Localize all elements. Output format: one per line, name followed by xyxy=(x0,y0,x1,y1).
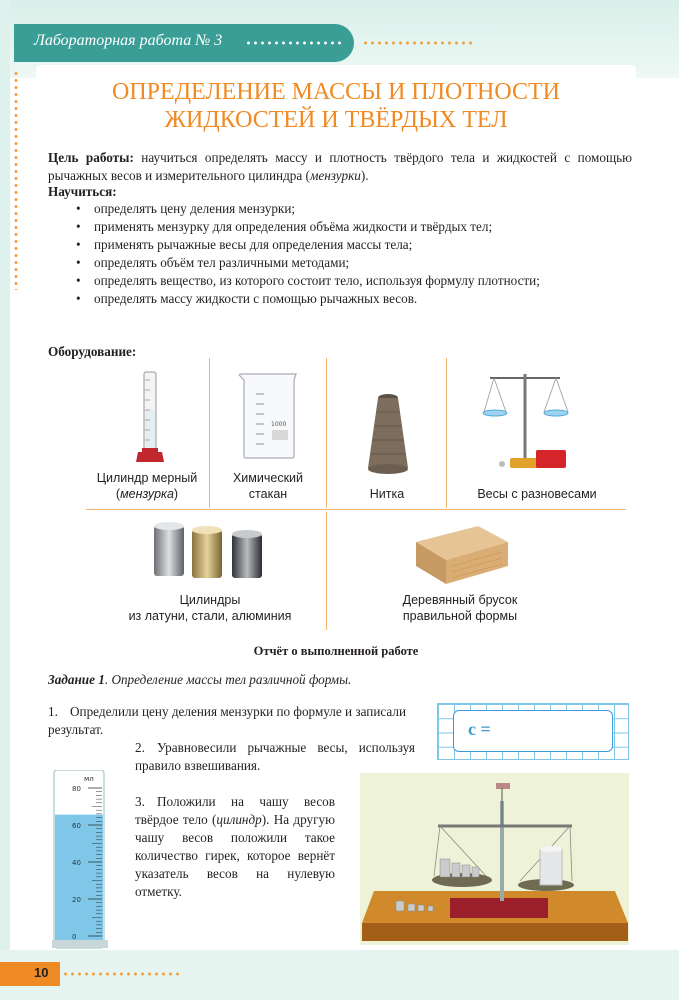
goal-text-italic: мензурки xyxy=(309,168,361,183)
caption-line: стакан xyxy=(248,487,288,501)
step-number: 1. xyxy=(48,704,58,719)
step-number: 3. xyxy=(135,794,145,809)
wooden-block-image xyxy=(412,522,512,586)
step-text: Уравновесили рычажные весы, используя правило взвешивания. xyxy=(135,740,415,773)
caption-line xyxy=(92,486,202,502)
left-margin-band xyxy=(0,0,10,1000)
liquid-level xyxy=(55,815,103,940)
learn-heading: Научиться: xyxy=(48,184,117,199)
caption-line: Химический xyxy=(232,471,304,485)
step-number: 2. xyxy=(135,740,145,755)
goal-text-end: ). xyxy=(360,168,369,183)
metal-cylinders-image xyxy=(148,520,270,582)
equipment-cylinders-caption xyxy=(110,592,310,624)
title-line-2: ЖИДКОСТЕЙ И ТВЁРДЫХ ТЕЛ xyxy=(164,107,508,133)
equipment-balance-caption: Весы с разновесами xyxy=(477,487,597,501)
caption-line: Цилиндр мерный xyxy=(96,471,198,485)
caption-part: мензурка xyxy=(120,487,174,501)
grid-divider xyxy=(86,509,626,510)
footer-dots xyxy=(62,972,182,976)
measuring-cylinder-scale xyxy=(48,770,110,950)
list-item: • применять рычажные весы для определения массы тела; xyxy=(76,236,632,254)
caption-part: ( xyxy=(115,487,121,501)
caption-line: правильной формы xyxy=(402,609,518,623)
grid-divider xyxy=(326,358,327,508)
beaker-mark: 1000 xyxy=(271,421,287,428)
grid-divider xyxy=(446,358,447,508)
title-line-1: ОПРЕДЕЛЕНИЕ МАССЫ И ПЛОТНОСТИ xyxy=(112,79,560,105)
balance-image xyxy=(480,366,572,476)
list-item: • применять мензурку для определения объёма жидкости и твёрдых тел; xyxy=(76,218,632,236)
caption-line: из латуни, стали, алюминия xyxy=(128,609,292,623)
caption-line: Цилиндры xyxy=(179,593,241,607)
step-text-italic: цилиндр xyxy=(216,812,262,827)
page-number: 10 xyxy=(34,965,49,980)
scale-tick-label: 80 xyxy=(72,785,81,793)
step-text: Определили цену деления мензурки по формуле и записали результат. xyxy=(48,704,407,737)
scale-tick-label: 20 xyxy=(72,896,81,904)
equipment-cylinder-caption xyxy=(92,470,202,502)
task-label: Задание 1 xyxy=(48,672,105,687)
scale-tick-label: 0 xyxy=(72,933,77,941)
task-text: . Определение массы тел различной формы. xyxy=(104,672,352,687)
scale-tick-label: 40 xyxy=(72,859,81,867)
equipment-heading: Оборудование: xyxy=(48,344,137,359)
step-text: Положили на чашу весов твёрдое тело ( xyxy=(135,794,335,827)
goal-text: научиться определять массу и плотность твёрдого тела и жидкостей с помощью рычажных весов и измерительного цилиндра ( xyxy=(48,150,632,183)
page-number-tab xyxy=(0,962,60,986)
list-item: • определять вещество, из которого состоит тело, используя формулу плотности; xyxy=(76,272,632,290)
scale-unit: мл xyxy=(84,775,94,783)
graduated-cylinder-image xyxy=(130,370,170,468)
equipment-block-caption xyxy=(372,592,548,624)
grid-divider xyxy=(209,358,210,508)
goal-label: Цель работы: xyxy=(48,150,134,165)
caption-part: ) xyxy=(173,487,179,501)
step-2 xyxy=(135,739,415,775)
equipment-beaker-caption xyxy=(214,470,322,502)
beaker-image xyxy=(234,372,304,460)
scale-tick-label: 60 xyxy=(72,822,81,830)
list-item: • определять объём тел различными методами; xyxy=(76,254,632,272)
header-dots-orange xyxy=(362,41,472,45)
report-heading: Отчёт о выполненной работе xyxy=(253,644,419,658)
list-item: • определять цену деления мензурки; xyxy=(76,200,632,218)
section-heading: Лабораторная работа № 3 xyxy=(34,32,223,49)
formula-label: c = xyxy=(468,719,491,739)
step-1 xyxy=(48,703,418,739)
task-heading xyxy=(48,672,351,688)
thread-spool-image xyxy=(362,392,414,476)
side-dots xyxy=(14,70,18,290)
equipment-thread-caption: Нитка xyxy=(369,487,405,501)
list-item: • определять массу жидкости с помощью рычажных весов. xyxy=(76,290,632,308)
step-text: ). На другую чашу весов положили такое количество гирек, которое вернёт указатель весов на нулевую отметку. xyxy=(135,812,335,899)
header-dots xyxy=(245,41,345,45)
grid-divider xyxy=(326,512,327,630)
learn-list xyxy=(76,200,632,308)
caption-line: Деревянный брусок xyxy=(402,593,518,607)
balance-photo xyxy=(360,773,629,945)
goal-paragraph xyxy=(48,149,632,185)
step-3 xyxy=(135,793,335,901)
page-title xyxy=(36,78,636,134)
